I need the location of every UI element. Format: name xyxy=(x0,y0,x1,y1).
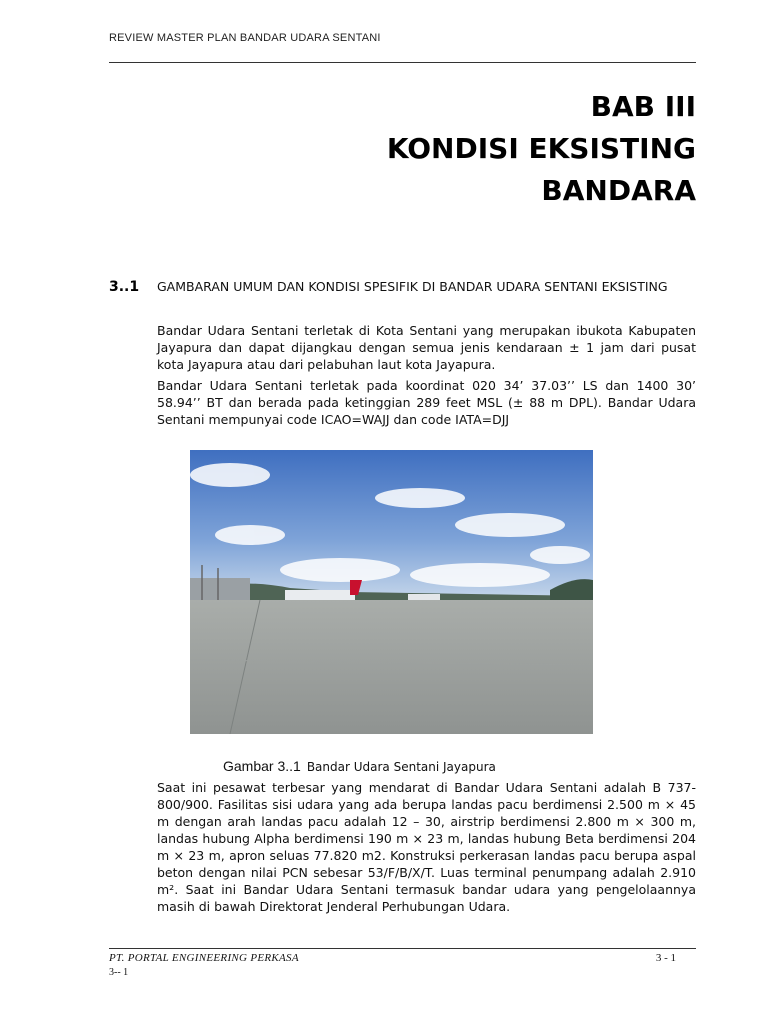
footer-company: PT. PORTAL ENGINEERING PERKASA xyxy=(109,952,299,964)
figure-caption xyxy=(223,756,496,775)
chapter-title xyxy=(387,86,696,212)
airport-photo-illustration xyxy=(190,450,593,734)
header-divider xyxy=(109,62,696,63)
footer-page-number: 3 - 1 xyxy=(655,952,676,964)
section-number: 3..1 xyxy=(109,279,140,295)
running-header: REVIEW MASTER PLAN BANDAR UDARA SENTANI xyxy=(109,32,381,44)
airport-photo xyxy=(190,450,593,734)
footer-divider xyxy=(109,948,696,949)
paragraph-location: Bandar Udara Sentani terletak di Kota Sentani yang merupakan ibukota Kabupaten Jayapura dan dapat dijangkau dengan semua jenis kendaraan ± 1 jam dari pusat kota Jayapura atau dari pelabuhan laut kota Jayapura. xyxy=(157,323,696,372)
chapter-title-line-1: BAB III xyxy=(590,90,696,123)
figure-caption-text: Bandar Udara Sentani Jayapura xyxy=(306,760,496,774)
chapter-title-line-3: BANDARA xyxy=(541,174,696,207)
chapter-title-line-2: KONDISI EKSISTING xyxy=(386,132,696,165)
paragraph-facilities: Saat ini pesawat terbesar yang mendarat di Bandar Udara Sentani adalah B 737-800/900. Fasilitas sisi udara yang ada berupa landas pacu berdimensi 2.500 m × 45 m dengan arah landas pacu adalah 12 – 30, airstrip berdimensi 2.800 m × 300 m, landas hubung Alpha berdimensi 190 m × 23 m, landas hubung Beta berdimensi 204 m × 23 m, apron seluas 77.820 m2. Konstruksi perkerasan landas pacu berupa aspal beton dengan nilai PCN sebesar 53/F/B/X/T. Luas terminal penumpang adalah 2.910 m². Saat ini Bandar Udara Sentani termasuk bandar udara yang pengelolaannya masih di bawah Direktorat Jenderal Perhubungan Udara. xyxy=(157,780,696,914)
section-heading: GAMBARAN UMUM DAN KONDISI SPESIFIK DI BANDAR UDARA SENTANI EKSISTING xyxy=(157,279,668,294)
footer-sub-page: 3-- 1 xyxy=(109,967,129,978)
paragraph-coordinates: Bandar Udara Sentani terletak pada koordinat 020 34’ 37.03’’ LS dan 1400 30’ 58.94’’ BT dan berada pada ketinggian 289 feet MSL (± 88 m DPL). Bandar Udara Sentani mempunyai code ICAO=WAJJ dan code IATA=DJJ xyxy=(157,378,696,427)
figure-label: Gambar 3..1 xyxy=(223,758,301,774)
